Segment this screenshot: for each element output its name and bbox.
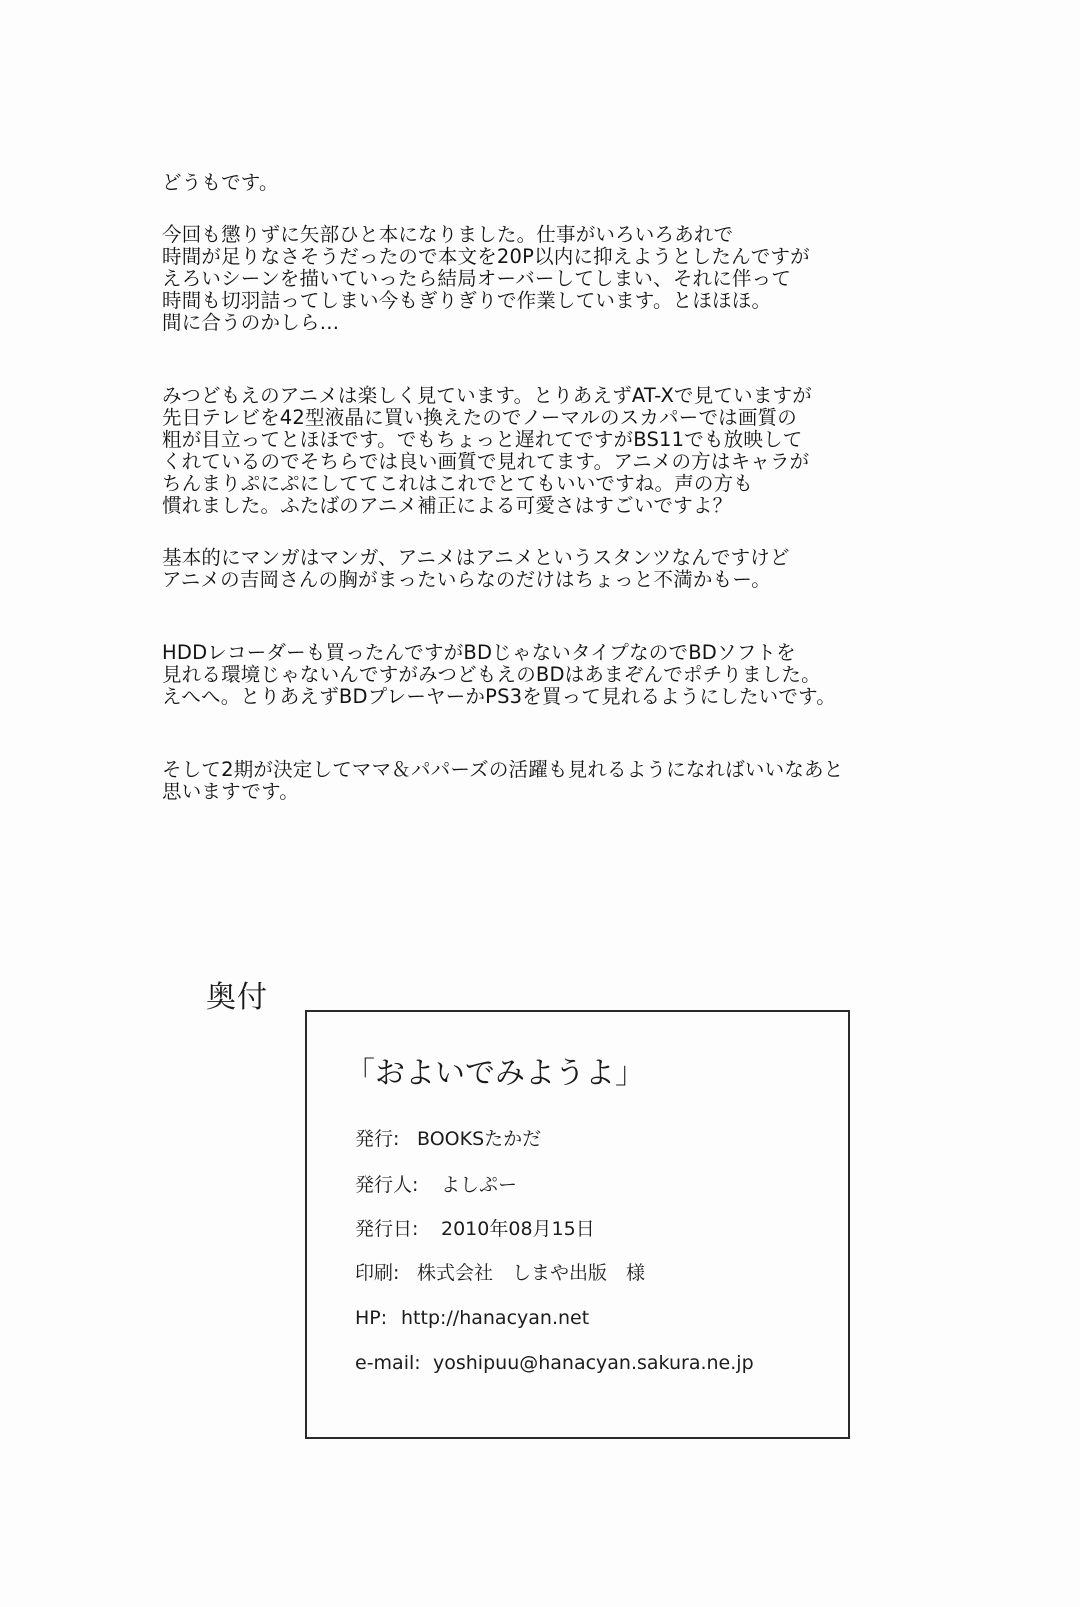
text-line: HDDレコーダーも買ったんですがBDじゃないタイプなのでBDソフトを bbox=[162, 641, 796, 664]
publisher-label: 発行: bbox=[355, 1128, 400, 1150]
publisher-value: BOOKSたかだ bbox=[417, 1128, 542, 1150]
issue-date-row bbox=[355, 1216, 595, 1242]
issuer-label: 発行人: bbox=[355, 1174, 419, 1196]
text-line: 思いますです。 bbox=[162, 780, 299, 803]
colophon-heading: 奥付 bbox=[206, 980, 268, 1015]
homepage-value: http://hanacyan.net bbox=[401, 1307, 590, 1329]
paragraph bbox=[162, 642, 902, 708]
text-line: 時間も切羽詰ってしまい今もぎりぎりで作業しています。とほほほ。 bbox=[162, 289, 772, 312]
issue-date-label: 発行日: bbox=[355, 1218, 419, 1240]
colophon-box bbox=[305, 1010, 850, 1439]
text-line: 今回も懲りずに矢部ひと本になりました。仕事がいろいろあれで bbox=[162, 223, 734, 246]
afterword-text bbox=[162, 172, 902, 803]
text-line: そして2期が決定してママ＆パパーズの活躍も見れるようになればいいなあと bbox=[162, 758, 844, 781]
printer-label: 印刷: bbox=[355, 1262, 400, 1284]
homepage-label: HP: bbox=[355, 1307, 388, 1329]
paragraph bbox=[162, 172, 902, 194]
paragraph bbox=[162, 759, 902, 803]
text-line: 基本的にマンガはマンガ、アニメはアニメというスタンツなんですけど bbox=[162, 546, 790, 569]
printer-row bbox=[355, 1260, 645, 1286]
book-title: 「およいでみようよ」 bbox=[345, 1056, 645, 1091]
text-line: みつどもえのアニメは楽しく見ています。とりあえずAT-Xで見ていますが bbox=[162, 384, 812, 407]
issuer-row bbox=[355, 1172, 517, 1198]
publisher-row bbox=[355, 1126, 541, 1152]
text-line: 粗が目立ってとほほです。でもちょっと遅れてですがBS11でも放映して bbox=[162, 428, 803, 451]
email-row bbox=[355, 1350, 754, 1376]
email-label: e-mail: bbox=[355, 1352, 421, 1374]
text-line: どうもです。 bbox=[162, 171, 279, 194]
printer-value: 株式会社 しまや出版 様 bbox=[417, 1262, 646, 1284]
text-line: えろいシーンを描いていったら結局オーバーしてしまい、それに伴って bbox=[162, 267, 792, 290]
paragraph bbox=[162, 385, 902, 517]
issue-date-value: 2010年08月15日 bbox=[441, 1218, 595, 1240]
paragraph bbox=[162, 547, 902, 591]
text-line: 時間が足りなさそうだったので本文を20P以内に抑えようとしたんですが bbox=[162, 245, 810, 268]
text-line: 慣れました。ふたばのアニメ補正による可愛さはすごいですよ？ bbox=[162, 494, 733, 517]
text-line: えへへ。とりあえずBDプレーヤーかPS3を買って見れるようにしたいです。 bbox=[162, 685, 836, 708]
homepage-row bbox=[355, 1305, 589, 1331]
text-line: ちんまりぷにぷにしててこれはこれでとてもいいですね。声の方も bbox=[162, 472, 754, 495]
text-line: 先日テレビを42型液晶に買い換えたのでノーマルのスカパーでは画質の bbox=[162, 406, 797, 429]
text-line: 間に合うのかしら… bbox=[162, 311, 340, 334]
text-line: くれているのでそちらでは良い画質で見れてます。アニメの方はキャラが bbox=[162, 450, 810, 473]
text-line: アニメの吉岡さんの胸がまったいらなのだけはちょっと不満かもー。 bbox=[162, 568, 771, 591]
issuer-value: よしぷー bbox=[441, 1174, 518, 1196]
email-value: yoshipuu@hanacyan.sakura.ne.jp bbox=[433, 1352, 754, 1374]
paragraph bbox=[162, 224, 902, 334]
text-line: 見れる環境じゃないんですがみつどもえのBDはあまぞんでポチりました。 bbox=[162, 663, 821, 686]
